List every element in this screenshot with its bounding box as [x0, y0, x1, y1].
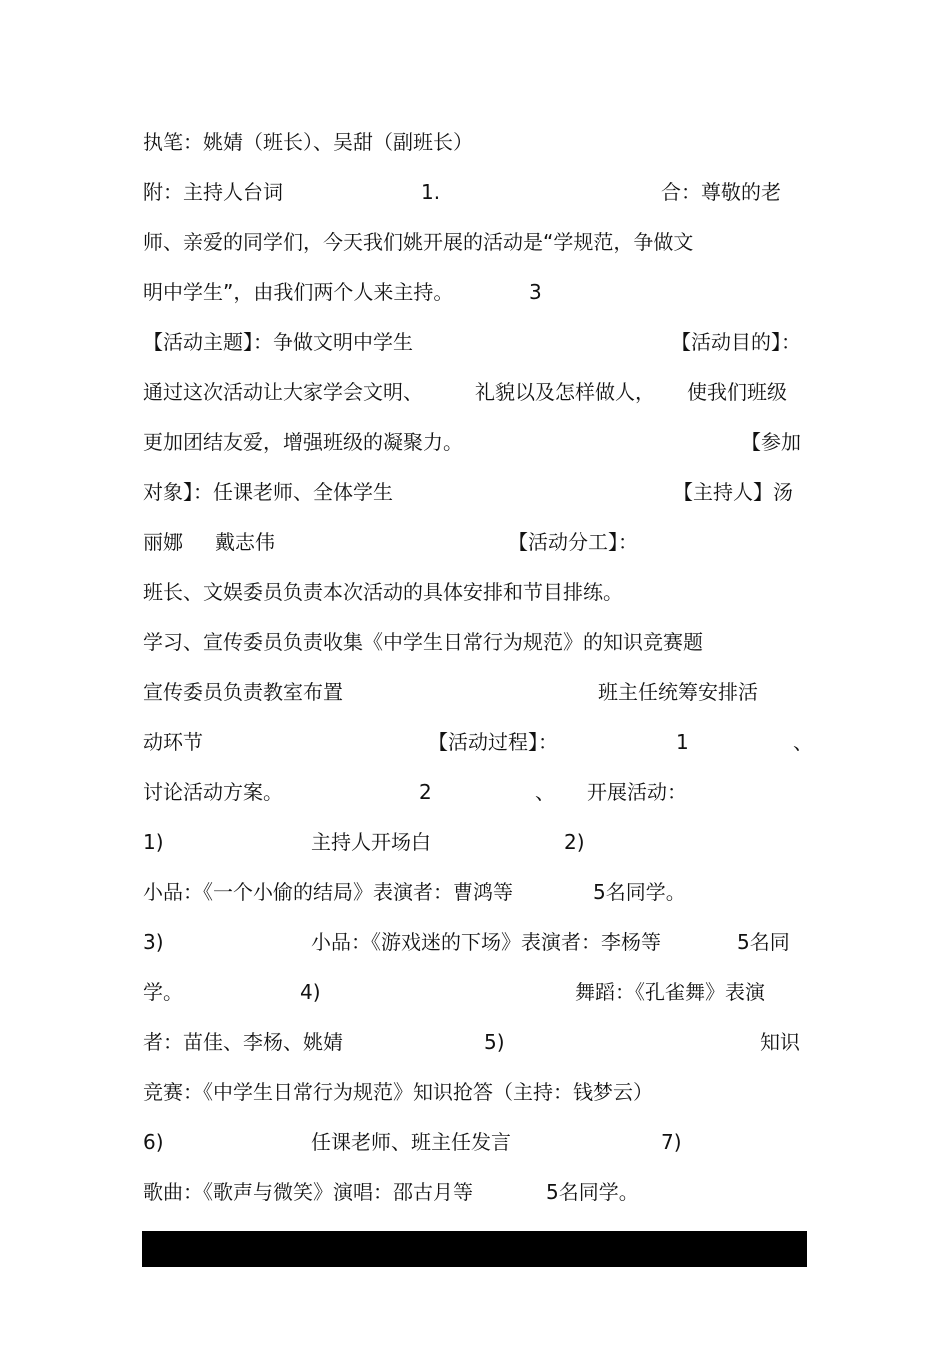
greeting-text: 师、亲爱的同学们，今天我们姚开展的活动是“学规范，争做文: [143, 230, 694, 254]
division-text-2: 学习、宣传委员负责收集《中学生日常行为规范》的知识竞赛题: [143, 630, 703, 654]
program-item-text: 者：苗佳、李杨、姚婧: [143, 1030, 343, 1054]
item-number: 3): [143, 930, 164, 954]
text-line-discussion: [143, 777, 808, 807]
text-line-participants: [143, 477, 808, 507]
program-item-text: 主持人开场白: [311, 830, 431, 854]
participants-label: 【参加: [741, 430, 801, 454]
separator: 、: [793, 730, 813, 754]
item-number: 2: [419, 780, 432, 804]
item-number: 7): [661, 1130, 682, 1154]
text-line-program-7: [143, 1127, 808, 1157]
host-name-2: 戴志伟: [215, 530, 275, 554]
item-number: 4): [300, 980, 321, 1004]
text-line-purpose: [143, 377, 808, 407]
text-line-theme: [143, 327, 808, 357]
program-item-text: 任课老师、班主任发言: [311, 1130, 511, 1154]
discussion-text: 讨论活动方案。: [143, 780, 283, 804]
item-number: 3: [529, 280, 542, 304]
text-line-program-8: [143, 1177, 808, 1207]
activity-theme: 【活动主题】：争做文明中学生: [143, 330, 413, 354]
program-item-text: 歌曲：《歌声与微笑》演唱：邵古月等: [143, 1180, 473, 1204]
division-label: 【活动分工】：: [508, 530, 638, 554]
text-line-program-5: [143, 1027, 808, 1057]
item-number: 6): [143, 1130, 164, 1154]
item-number: 2): [564, 830, 585, 854]
item-number: 5): [484, 1030, 505, 1054]
text-line-program-6: [143, 1077, 808, 1107]
process-label: 【活动过程】：: [428, 730, 558, 754]
separator: 、: [535, 780, 555, 804]
program-item-text: 5名同: [737, 930, 790, 954]
start-activity-text: 开展活动：: [587, 780, 687, 804]
program-item-text: 竞赛：《中学生日常行为规范》知识抢答（主持：钱梦云）: [143, 1080, 653, 1104]
division-text-1: 班长、文娱委员负责本次活动的具体安排和节目排练。: [143, 580, 623, 604]
purpose-text-3: 使我们班级: [687, 380, 787, 404]
appendix-label: 附：主持人台词: [143, 180, 283, 204]
program-item-text: 知识: [760, 1030, 800, 1054]
greeting-end-text: 明中学生”，由我们两个人来主持。: [143, 280, 454, 304]
text-line-writers: [143, 127, 808, 157]
text-line-program-2: [143, 877, 808, 907]
item-number: 1: [676, 730, 689, 754]
process-text: 动环节: [143, 730, 203, 754]
item-number: 1): [143, 830, 164, 854]
program-item-text: 小品：《一个小偷的结局》表演者：曹鸿等: [143, 880, 513, 904]
purpose-text-2: 礼貌以及怎样做人，: [475, 380, 655, 404]
host-name-1: 丽娜: [143, 530, 183, 554]
text-line-purpose-end: [143, 427, 808, 457]
division-text-4: 班主任统筹安排活: [598, 680, 758, 704]
text-line-program-3: [143, 927, 808, 957]
program-item-text: 5名同学。: [546, 1180, 639, 1204]
program-item-text: 舞蹈：《孔雀舞》表演: [575, 980, 765, 1004]
text-line-division-2: [143, 627, 808, 657]
black-bar: [142, 1231, 807, 1267]
purpose-text-1: 通过这次活动让大家学会文明、: [143, 380, 423, 404]
text-line-program-4: [143, 977, 808, 1007]
text-line-greeting: [143, 227, 808, 257]
text-line-greeting-end: [143, 277, 808, 307]
text-line-division-1: [143, 577, 808, 607]
purpose-end-text: 更加团结友爱，增强班级的凝聚力。: [143, 430, 463, 454]
text-line-appendix: [143, 177, 808, 207]
program-item-text: 学。: [143, 980, 183, 1004]
text-line-hosts: [143, 527, 808, 557]
host-label: 【主持人】汤: [673, 480, 793, 504]
item-number: 1.: [421, 180, 441, 204]
participants-text: 对象】：任课老师、全体学生: [143, 480, 393, 504]
program-item-text: 5名同学。: [593, 880, 686, 904]
text-line-process: [143, 727, 813, 757]
program-item-text: 小品：《游戏迷的下场》表演者：李杨等: [311, 930, 661, 954]
text-line-division-3: [143, 677, 808, 707]
chorus-text: 合：尊敬的老: [661, 180, 781, 204]
writers-text: 执笔：姚婧（班长）、吴甜（副班长）: [143, 130, 473, 154]
text-line-program-1: [143, 827, 808, 857]
division-text-3: 宣传委员负责教室布置: [143, 680, 343, 704]
activity-purpose-label: 【活动目的】：: [671, 330, 801, 354]
